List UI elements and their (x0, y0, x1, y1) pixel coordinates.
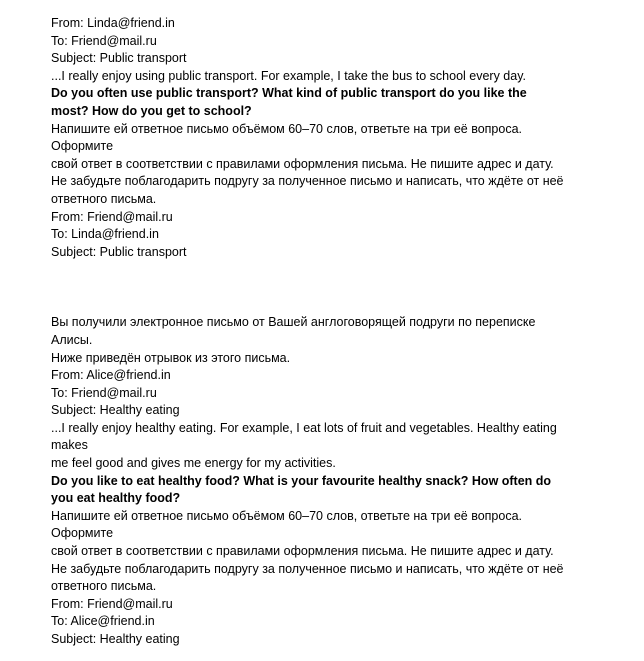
text-line: From: Linda@friend.in (51, 16, 175, 30)
text-line: Вы получили электронное письмо от Вашей англоговорящей подруги по переписке (51, 315, 536, 330)
text-line: To: Friend@mail.ru (51, 385, 157, 400)
letter-task-healthy-eating (51, 314, 611, 648)
text-line: ответного письма. (51, 579, 157, 594)
text-line: Алисы. (51, 332, 93, 347)
question-line: you eat healthy food? (51, 491, 181, 506)
text-line: Subject: Healthy eating (51, 403, 180, 418)
text-line: Напишите ей ответное письмо объёмом 60–70 слов, ответьте на три её вопроса. (51, 121, 523, 136)
text-line: To: Linda@friend.in (51, 227, 159, 242)
text-line: Не забудьте поблагодарить подругу за полученное письмо и написать, что ждёте от неё (51, 174, 564, 189)
text-line: To: Friend@mail.ru (51, 33, 157, 48)
text-line: свой ответ в соответствии с правилами оформления письма. Не пишите адрес и дату. (51, 156, 554, 171)
text-line: Subject: Public transport (51, 244, 187, 259)
text-line: From: Friend@mail.ru (51, 596, 173, 611)
text-line: ...I really enjoy healthy eating. For example, I eat lots of fruit and vegetables. Healthy eating (51, 420, 557, 435)
text-line: Оформите (51, 526, 114, 541)
text-line: Напишите ей ответное письмо объёмом 60–70 слов, ответьте на три её вопроса. (51, 508, 523, 523)
text-line: Ниже приведён отрывок из этого письма. (51, 350, 291, 365)
question-line: Do you often use public transport? What kind of public transport do you like the (51, 86, 527, 101)
text-line: Оформите (51, 139, 114, 154)
letter-task-public-transport (51, 15, 611, 261)
text-line: To: Alice@friend.in (51, 614, 155, 629)
text-line: Subject: Healthy eating (51, 632, 180, 646)
text-line: Не забудьте поблагодарить подругу за полученное письмо и написать, что ждёте от неё (51, 561, 564, 576)
text-line: ...I really enjoy using public transport. For example, I take the bus to school every day. (51, 68, 527, 83)
section-gap (51, 261, 611, 314)
text-line: me feel good and gives me energy for my activities. (51, 456, 336, 471)
document-body (51, 15, 611, 649)
text-line: Subject: Public transport (51, 51, 187, 66)
text-line: From: Friend@mail.ru (51, 209, 173, 224)
question-line: Do you like to eat healthy food? What is your favourite healthy snack? How often do (51, 473, 552, 488)
text-line: From: Alice@friend.in (51, 368, 171, 383)
question-line: most? How do you get to school? (51, 103, 252, 118)
text-line: ответного письма. (51, 191, 157, 206)
text-line: свой ответ в соответствии с правилами оформления письма. Не пишите адрес и дату. (51, 544, 554, 559)
text-line: makes (51, 438, 88, 453)
